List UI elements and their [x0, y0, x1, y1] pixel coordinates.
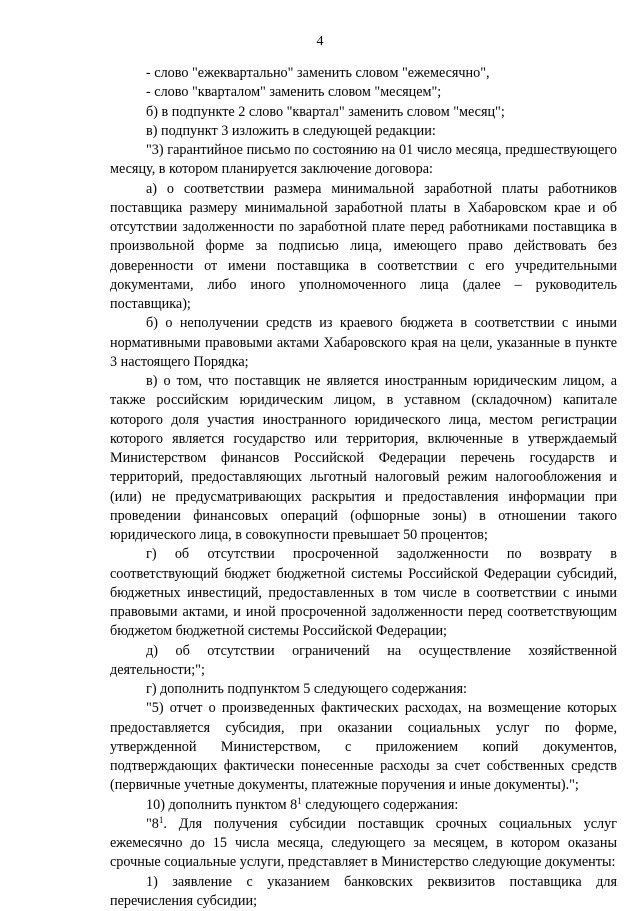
paragraph-text: . Для получения субсидии поставщик срочных социальных услуг ежемесячно до 15 числа месяца, следующего за месяцем, в котором оказаны срочные социальные услуги, представляет в Министерство следующие документы:: [110, 816, 617, 871]
superscript: 1: [159, 815, 164, 825]
paragraph: - слово "кварталом" заменить словом "месяцем";: [110, 83, 617, 102]
paragraph-point-8-1: [110, 815, 617, 873]
paragraph-text: 10) дополнить пунктом 8: [146, 797, 297, 813]
document-body: [110, 64, 617, 911]
page-number: 4: [0, 34, 640, 50]
paragraph: 1) заявление с указанием банковских реквизитов поставщика для перечисления субсидии;: [110, 873, 617, 911]
paragraph-text: "8: [146, 816, 159, 832]
paragraph: г) дополнить подпунктом 5 следующего содержания:: [110, 680, 617, 699]
paragraph: г) об отсутствии просроченной задолженности по возврату в соответствующий бюджет бюджетной системы Российской Федерации субсидий, бюджетных инвестиций, предоставленных в том числе в соответствии с иными правовыми актами, и иной просроченной задолженности перед соответствующим бюджетом бюджетной системы Российской Федерации;: [110, 545, 617, 641]
paragraph: - слово "ежеквартально" заменить словом "ежемесячно",: [110, 64, 617, 83]
superscript: 1: [297, 796, 302, 806]
paragraph-text: следующего содержания:: [302, 797, 459, 813]
paragraph: б) о неполучении средств из краевого бюджета в соответствии с иными нормативными правовыми актами Хабаровского края на цели, указанные в пункте 3 настоящего Порядка;: [110, 314, 617, 372]
paragraph: "3) гарантийное письмо по состоянию на 01 число месяца, предшествующего месяцу, в котором планируется заключение договора:: [110, 141, 617, 180]
paragraph-point-10: [110, 796, 617, 815]
paragraph: д) об отсутствии ограничений на осуществление хозяйственной деятельности;";: [110, 642, 617, 681]
paragraph: в) о том, что поставщик не является иностранным юридическим лицом, а также российским юридическим лицом, в уставном (складочном) капитале которого доля участия иностранного юридического лица, местом регистрации которого является государство или территория, включенные в утверждаемый Министерством финансов Российской Федерации перечень государств и территорий, предоставляющих льготный налоговый режим налогообложения и (или) не предусматривающих раскрытия и предоставления информации при проведении финансовых операций (офшорные зоны) в отношении такого юридического лица, в совокупности превышает 50 процентов;: [110, 372, 617, 545]
paragraph: "5) отчет о произведенных фактических расходах, на возмещение которых предоставляется субсидия, при оказании социальных услуг по форме, утвержденной Министерством, с приложением копий документов, подтверждающих фактически понесенные расходы за счет собственных средств (первичные учетные документы, платежные поручения и иные документы).";: [110, 699, 617, 795]
paragraph: в) подпункт 3 изложить в следующей редакции:: [110, 122, 617, 141]
paragraph: а) о соответствии размера минимальной заработной платы работников поставщика размеру минимальной заработной платы в Хабаровском крае и об отсутствии задолженности по заработной плате перед работниками поставщика в произвольной форме за подписью лица, имеющего право действовать без доверенности от имени поставщика в соответствии с его учредительными документами, либо иного уполномоченного лица (далее – руководитель поставщика);: [110, 180, 617, 315]
paragraph: б) в подпункте 2 слово "квартал" заменить словом "месяц";: [110, 103, 617, 122]
